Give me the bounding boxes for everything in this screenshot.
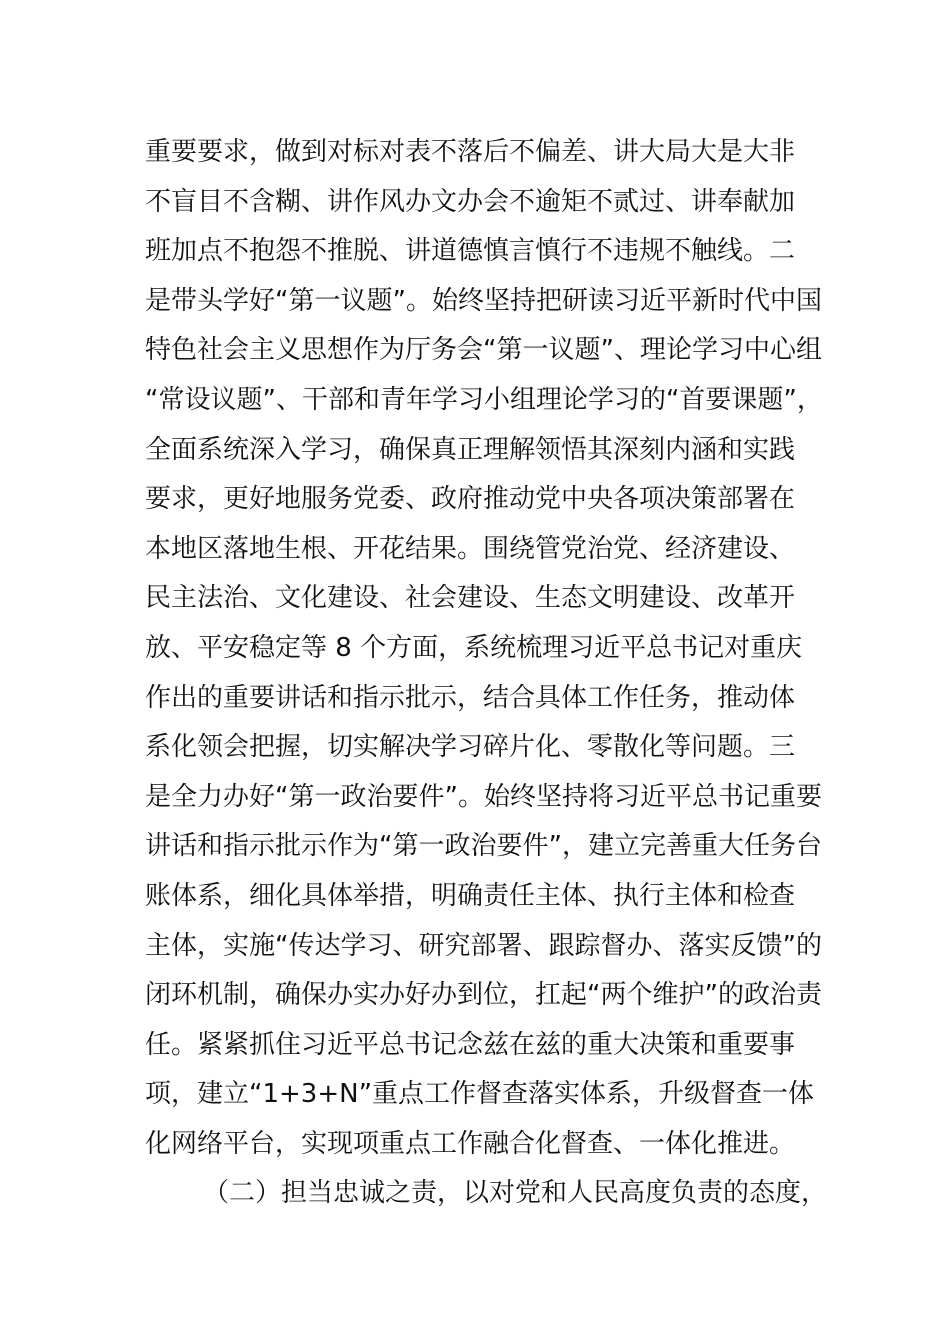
text-line: 闭环机制，确保办实办好办到位，扛起“两个维护”的政治责: [145, 980, 822, 1011]
text-line: “常设议题”、干部和青年学习小组理论学习的“首要课题”，: [145, 384, 823, 415]
text-line: 是全力办好“第一政治要件”。始终坚持将习近平总书记重要: [145, 781, 822, 812]
text-line: 本地区落地生根、开花结果。围绕管党治党、经济建设、: [145, 533, 796, 564]
text-line: 特色社会主义思想作为厅务会“第一议题”、理论学习中心组: [145, 335, 822, 366]
text-line: 化网络平台，实现项重点工作融合化督查、一体化推进。: [145, 1128, 796, 1159]
text-line: 任。紧紧抓住习近平总书记念兹在兹的重大决策和重要事: [145, 1029, 796, 1060]
body-text: [145, 128, 845, 1219]
text-line: 不盲目不含糊、讲作风办文办会不逾矩不贰过、讲奉献加: [145, 186, 796, 217]
text-line: 作出的重要讲话和指示批示，结合具体工作任务，推动体: [145, 682, 796, 713]
text-line: 全面系统深入学习，确保真正理解领悟其深刻内涵和实践: [145, 434, 796, 465]
section-heading-line: （二）担当忠诚之责，以对党和人民高度负责的态度，: [203, 1178, 828, 1209]
text-line: 要求，更好地服务党委、政府推动党中央各项决策部署在: [145, 484, 796, 515]
text-line: 项，建立“1+3+N”重点工作督查落实体系，升级督查一体: [145, 1079, 815, 1110]
text-line: 讲话和指示批示作为“第一政治要件”，建立完善重大任务台: [145, 831, 822, 862]
text-line: 放、平安稳定等 8 个方面，系统梳理习近平总书记对重庆: [145, 632, 803, 663]
text-line: 系化领会把握，切实解决学习碎片化、零散化等问题。三: [145, 732, 796, 763]
text-line: 重要要求，做到对标对表不落后不偏差、讲大局大是大非: [145, 137, 796, 167]
text-line: 班加点不抱怨不推脱、讲道德慎言慎行不违规不触线。二: [145, 236, 796, 267]
text-line: 民主法治、文化建设、社会建设、生态文明建设、改革开: [145, 583, 796, 614]
text-line: 主体，实施“传达学习、研究部署、跟踪督办、落实反馈”的: [145, 930, 822, 961]
text-line: 是带头学好“第一议题”。始终坚持把研读习近平新时代中国: [145, 285, 822, 316]
text-line: 账体系，细化具体举措，明确责任主体、执行主体和检查: [145, 880, 796, 911]
